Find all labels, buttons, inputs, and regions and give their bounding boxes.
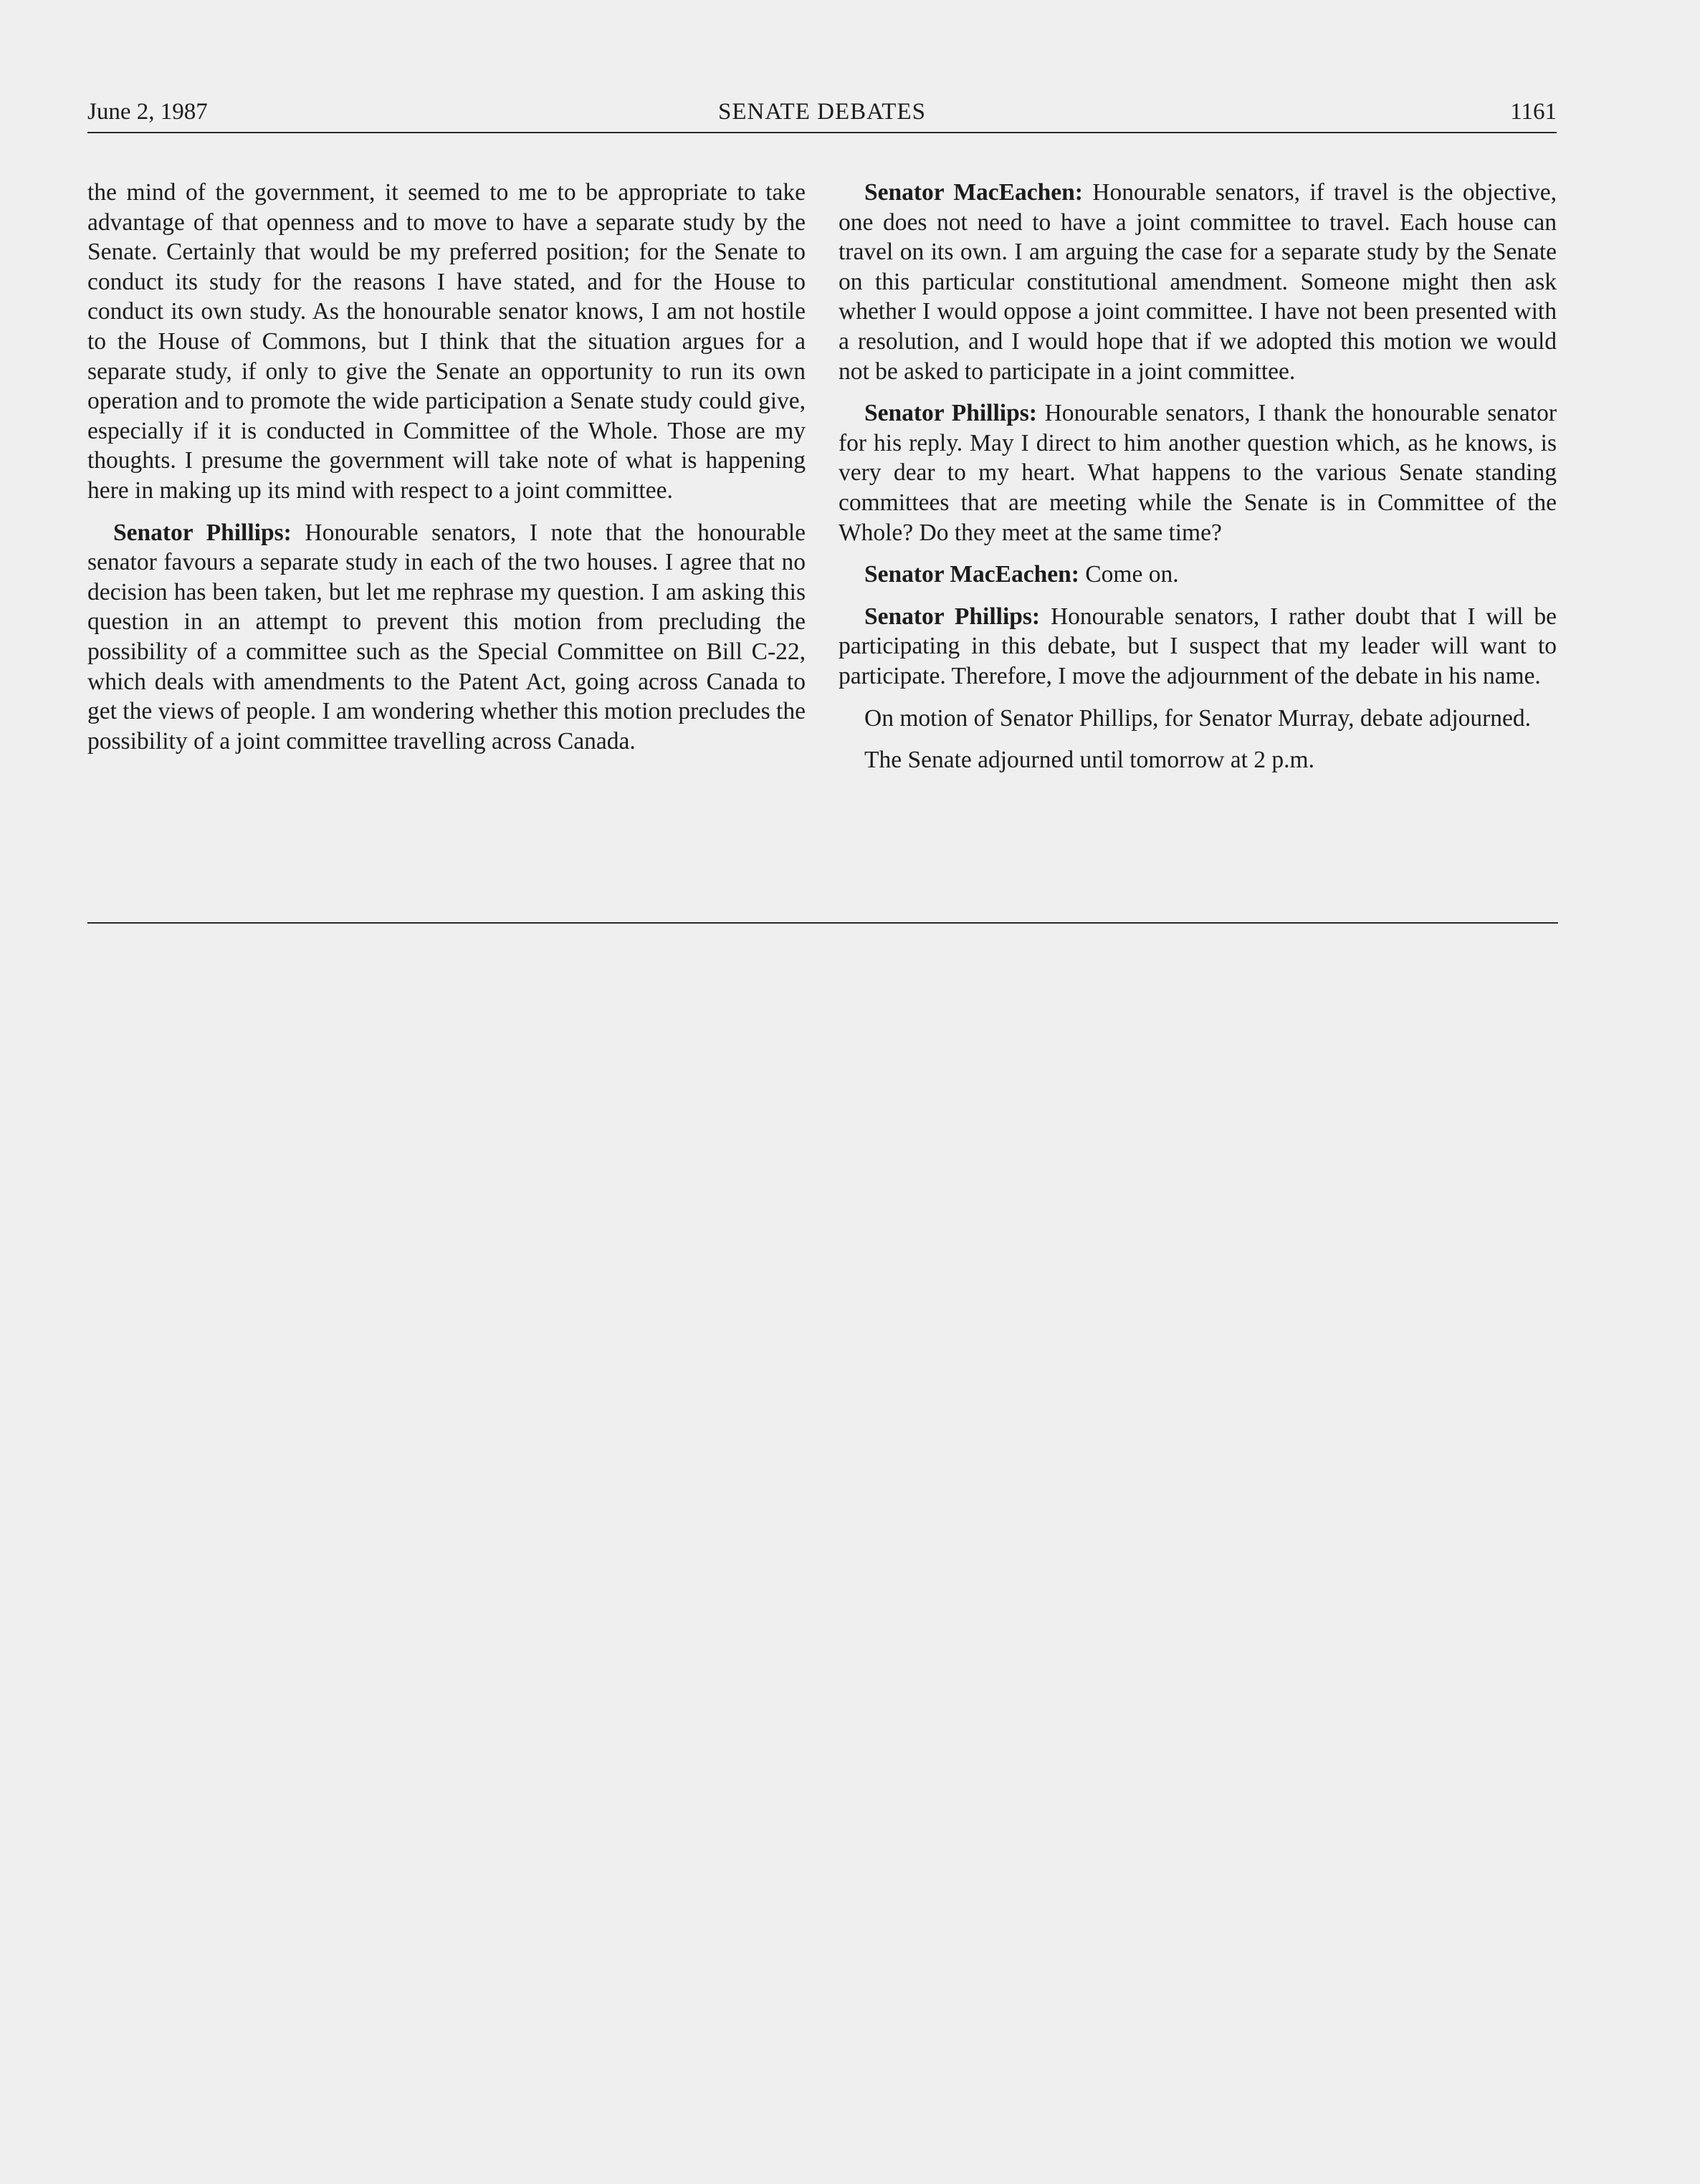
header-title: SENATE DEBATES xyxy=(718,99,926,125)
speaker-name: Senator MacEachen: xyxy=(864,179,1083,206)
speaker-name: Senator Phillips: xyxy=(864,400,1037,427)
speaker-name: Senator Phillips: xyxy=(864,603,1041,630)
paragraph xyxy=(87,178,806,506)
paragraph xyxy=(839,745,1557,775)
paragraph-text: Honourable senators, I rather doubt that I will be participating in this debate, but I suspect that my leader will want to participate. Therefore, I move the adjournment of the debate in his name. xyxy=(839,603,1557,689)
header-date: June 2, 1987 xyxy=(87,99,208,125)
paragraph xyxy=(839,704,1557,734)
header-page-number: 1161 xyxy=(1510,99,1557,125)
paragraph-text: Come on. xyxy=(1079,561,1179,588)
right-column xyxy=(839,178,1557,787)
left-column xyxy=(87,178,806,768)
paragraph-text: Honourable senators, I note that the honourable senator favours a separate study in each of the two houses. I agree that no decision has been taken, but let me rephrase my question. I am asking this question in an attempt to prevent this motion from precluding the possibility of a committee such as the Special Committee on Bill C-22, which deals with amendments to the Patent Act, going across Canada to get the views of people. I am wondering whether this motion precludes the possibility of a joint committee travelling across Canada. xyxy=(87,519,806,755)
paragraph xyxy=(839,602,1557,691)
page-header xyxy=(87,92,1557,133)
paragraph-text: On motion of Senator Phillips, for Senator Murray, debate adjourned. xyxy=(864,704,1532,732)
section-divider xyxy=(87,922,1558,924)
paragraph xyxy=(839,398,1557,547)
paragraph xyxy=(839,178,1557,386)
paragraph-text: Honourable senators, I thank the honourable senator for his reply. May I direct to him another question which, as he knows, is very dear to my heart. What happens to the various Senate standing committees that are meeting while the Senate is in Committee of the Whole? Do they meet at the same time? xyxy=(839,400,1557,546)
paragraph-text: Honourable senators, if travel is the objective, one does not need to have a joint committee to travel. Each house can travel on its own. I am arguing the case for a separate study by the Senate on this particular constitutional amendment. Someone might then ask whether I would oppose a joint committee. I have not been presented with a resolution, and I would hope that if we adopted this motion we would not be asked to participate in a joint committee. xyxy=(839,179,1557,385)
paragraph xyxy=(839,560,1557,590)
paragraph xyxy=(87,518,806,757)
speaker-name: Senator MacEachen: xyxy=(864,561,1079,588)
paragraph-text: The Senate adjourned until tomorrow at 2 p.m. xyxy=(864,747,1314,774)
speaker-name: Senator Phillips: xyxy=(113,519,292,546)
paragraph-text: the mind of the government, it seemed to me to be appropriate to take advantage of that openness and to move to have a separate study by the Senate. Certainly that would be my preferred position; for the Senate to conduct its study for the reasons I have stated, and for the House to conduct its own study. As the honourable senator knows, I am not hostile to the House of Commons, but I think that the situation argues for a separate study, if only to give the Senate an opportunity to run its own operation and to promote the wide participation a Senate study could give, especially if it is conducted in Committee of the Whole. Those are my thoughts. I presume the government will take note of what is happening here in making up its mind with respect to a joint committee. xyxy=(87,179,806,504)
